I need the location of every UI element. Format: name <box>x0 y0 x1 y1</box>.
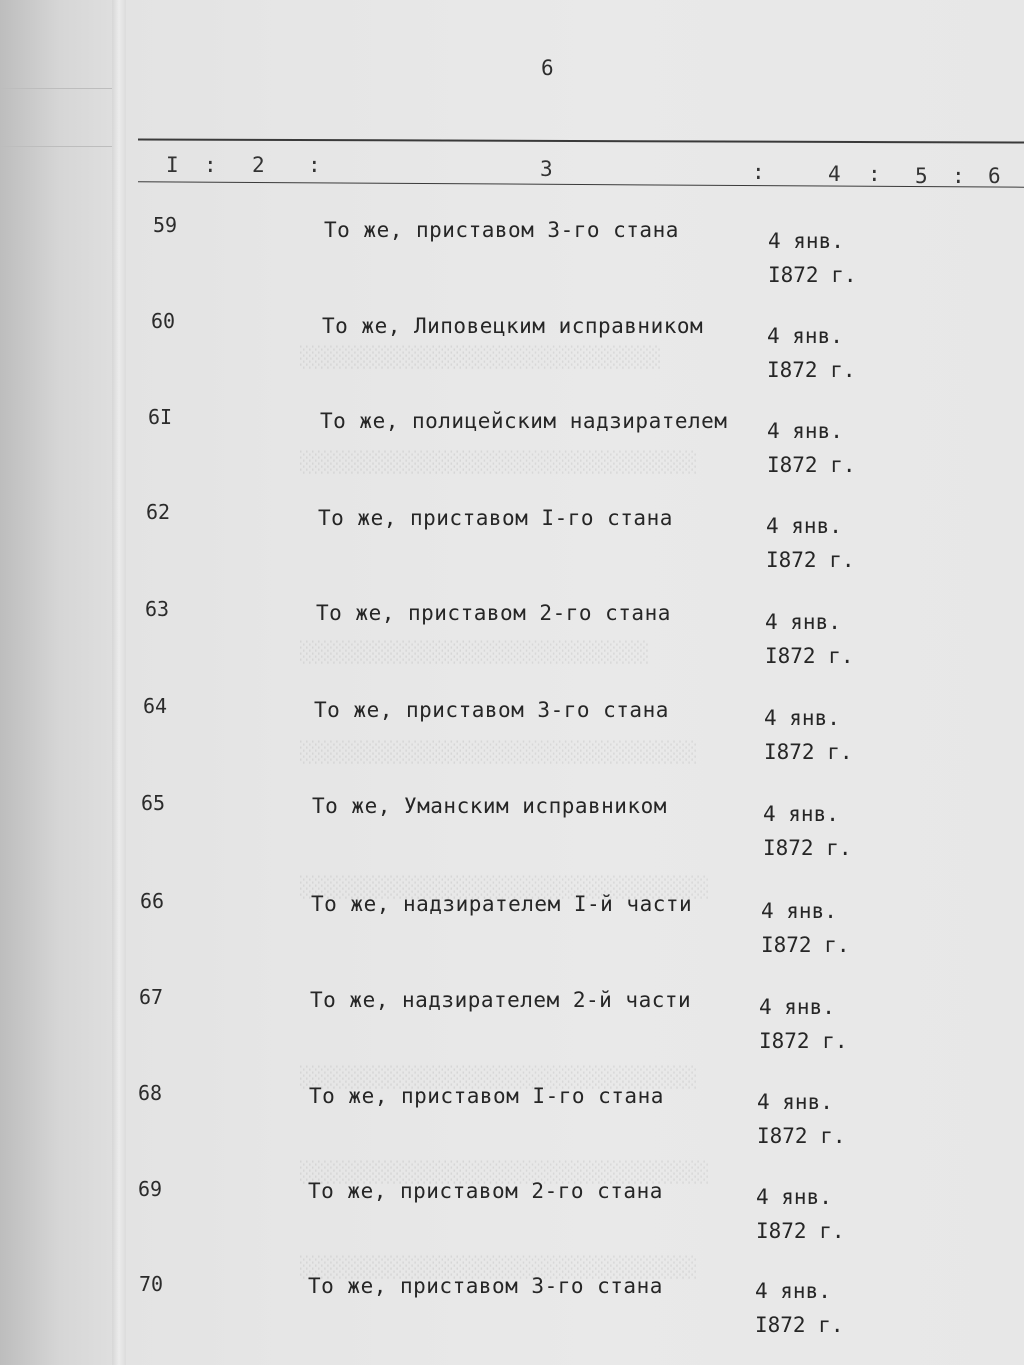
entry-date-day: 4 янв. <box>766 514 842 538</box>
underlying-rule-top <box>0 88 112 89</box>
header-separator: : <box>868 162 881 186</box>
entry-date <box>765 605 854 673</box>
entry-date-year: I872 г. <box>767 358 856 382</box>
entry-number: 67 <box>139 985 164 1009</box>
entry-number: 6I <box>148 405 173 429</box>
entry-number: 64 <box>143 694 168 718</box>
entry-number: 59 <box>153 213 178 237</box>
entry-date-day: 4 янв. <box>757 1090 833 1114</box>
entry-description: То же, полицейским надзирателем <box>320 409 728 433</box>
entry-date <box>755 1274 844 1342</box>
entry-date-year: I872 г. <box>764 740 853 764</box>
entry-date-year: I872 г. <box>765 644 854 668</box>
entry-date <box>756 1180 845 1248</box>
header-col-1: I <box>166 153 179 177</box>
header-col-6: 6 <box>988 164 1001 188</box>
entry-date <box>764 701 853 769</box>
entry-number: 62 <box>146 500 171 524</box>
entry-description: То же, Липовецким исправником <box>322 314 704 338</box>
header-separator: : <box>308 153 321 177</box>
entry-date-year: I872 г. <box>767 453 856 477</box>
header-col-5: 5 <box>915 164 928 188</box>
entry-number: 69 <box>138 1177 163 1201</box>
bleed-through: ░░░░░░░░░░░░░░░░░░░░░░░░░░░░░░░░░ <box>300 450 698 474</box>
entry-date-year: I872 г. <box>755 1313 844 1337</box>
bleed-through: ░░░░░░░░░░░░░░░░░░░░░░░░░░░░░░ <box>300 345 662 369</box>
entry-date-day: 4 янв. <box>768 229 844 253</box>
entry-description: То же, приставом 3-го стана <box>324 218 679 242</box>
underlying-rule-bottom <box>0 146 112 147</box>
entry-date-day: 4 янв. <box>756 1185 832 1209</box>
entry-date <box>757 1085 846 1153</box>
entry-description: То же, приставом 3-го стана <box>308 1274 663 1298</box>
entry-number: 63 <box>145 597 170 621</box>
entry-date-day: 4 янв. <box>767 324 843 348</box>
header-separator: : <box>952 164 965 188</box>
bleed-through: ░░░░░░░░░░░░░░░░░░░░░░░░░░░░░░░░░░ <box>300 875 710 899</box>
page-number: 6 <box>541 56 554 80</box>
entry-description: То же, приставом 2-го стана <box>316 601 671 625</box>
entry-number: 66 <box>140 889 165 913</box>
entry-date-year: I872 г. <box>757 1124 846 1148</box>
entry-date <box>761 894 850 962</box>
entry-date-year: I872 г. <box>766 548 855 572</box>
entry-date-day: 4 янв. <box>767 419 843 443</box>
entry-description: То же, надзирателем I-й части <box>311 892 693 916</box>
bleed-through: ░░░░░░░░░░░░░░░░░░░░░░░░░░░░░░░░░░ <box>300 1160 710 1184</box>
entry-date-year: I872 г. <box>763 836 852 860</box>
entry-date <box>766 509 855 577</box>
entry-number: 65 <box>141 791 166 815</box>
header-separator: : <box>204 153 217 177</box>
bleed-through: ░░░░░░░░░░░░░░░░░░░░░░░░░░░░░░░░░ <box>300 1255 698 1279</box>
entry-description: То же, приставом 3-го стана <box>314 698 669 722</box>
entry-date-year: I872 г. <box>759 1029 848 1053</box>
header-col-4: 4 <box>828 162 841 186</box>
entry-number: 68 <box>138 1081 163 1105</box>
entry-date-day: 4 янв. <box>764 706 840 730</box>
entry-date-day: 4 янв. <box>763 802 839 826</box>
entry-date-year: I872 г. <box>756 1219 845 1243</box>
header-col-2: 2 <box>252 153 265 177</box>
entry-description: То же, приставом I-го стана <box>318 506 673 530</box>
entry-date <box>768 224 857 292</box>
entry-description: То же, приставом I-го стана <box>309 1084 664 1108</box>
entry-date-day: 4 янв. <box>759 995 835 1019</box>
entry-date-day: 4 янв. <box>765 610 841 634</box>
underlying-page-edge <box>0 88 112 148</box>
table-header-rule-bottom <box>138 181 1024 187</box>
entry-date-day: 4 янв. <box>761 899 837 923</box>
table-header-rule-top <box>138 138 1024 143</box>
bleed-through: ░░░░░░░░░░░░░░░░░░░░░░░░░░░░░ <box>300 640 650 664</box>
header-separator: : <box>752 160 765 184</box>
entry-date <box>767 414 856 482</box>
entry-date <box>767 319 856 387</box>
entry-description: То же, Уманским исправником <box>312 794 667 818</box>
entry-number: 70 <box>139 1272 164 1296</box>
page-fold-shadow <box>112 0 126 1365</box>
bleed-through: ░░░░░░░░░░░░░░░░░░░░░░░░░░░░░░░░░ <box>300 1065 698 1089</box>
entry-date-day: 4 янв. <box>755 1279 831 1303</box>
entry-number: 60 <box>151 309 176 333</box>
entry-date-year: I872 г. <box>761 933 850 957</box>
entry-date <box>759 990 848 1058</box>
entry-description: То же, приставом 2-го стана <box>308 1179 663 1203</box>
entry-date <box>763 797 852 865</box>
header-col-3: 3 <box>540 157 553 181</box>
entry-date-year: I872 г. <box>768 263 857 287</box>
entry-description: То же, надзирателем 2-й части <box>310 988 692 1012</box>
bleed-through: ░░░░░░░░░░░░░░░░░░░░░░░░░░░░░░░░░ <box>300 740 698 764</box>
